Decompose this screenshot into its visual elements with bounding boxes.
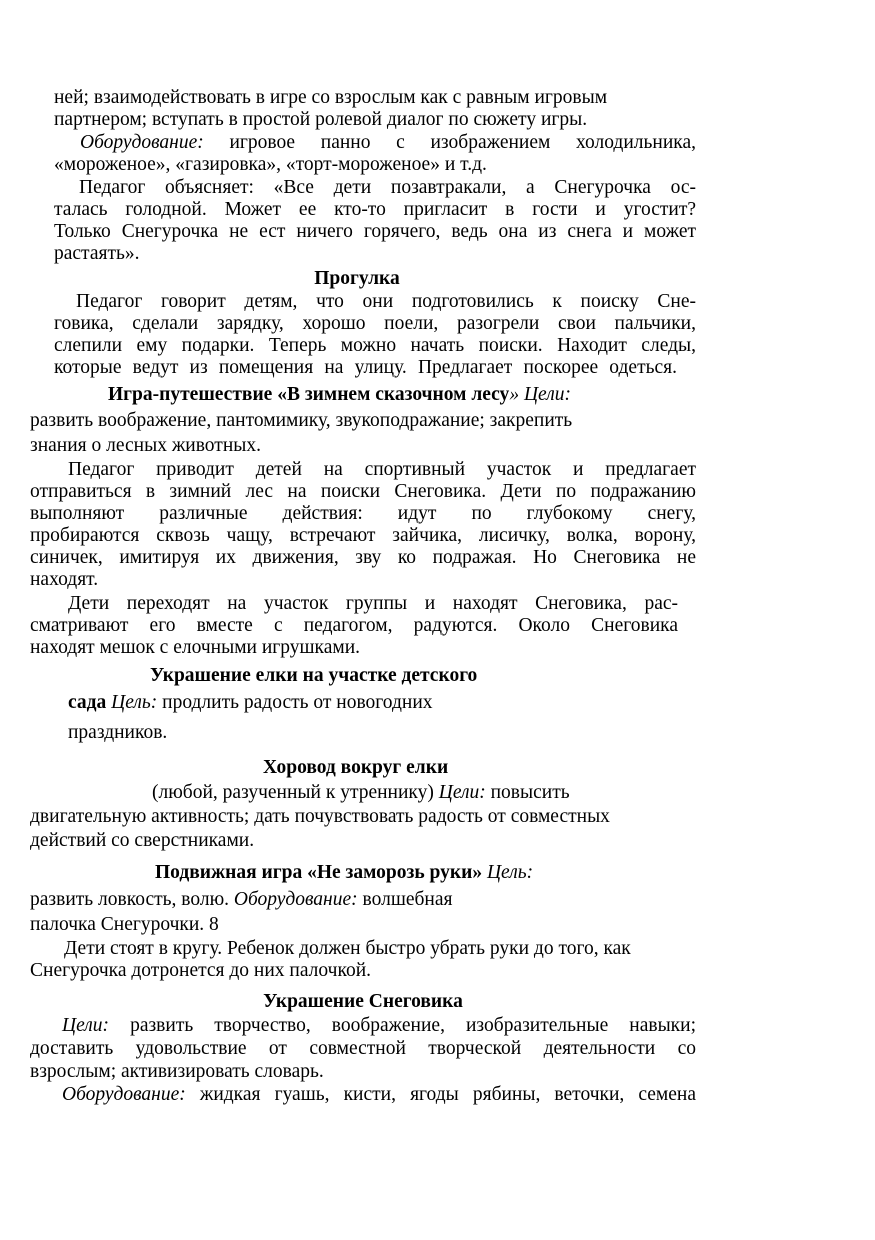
text-line: развить воображение, пантомимику, звукоподражание; закрепить	[30, 410, 573, 431]
section-heading: Хоровод вокруг елки	[263, 757, 449, 778]
section-heading: Подвижная игра «Не заморозь руки» Цель:	[155, 862, 534, 883]
section-heading: Прогулка	[314, 268, 400, 289]
text-line: слепили ему подарки. Теперь можно начать поиски. Находит следы,	[54, 335, 696, 356]
text-line: партнером; вступать в простой ролевой диалог по сюжету игры.	[54, 109, 588, 130]
text-line: праздников.	[68, 722, 168, 743]
text-line: (любой, разученный к утреннику) Цели: повысить	[152, 782, 570, 803]
text-line: Педагог приводит детей на спортивный участок и предлагает	[68, 459, 696, 480]
text-line: пробираются сквозь чащу, встречают зайчика, лисичку, волка, ворону,	[30, 525, 696, 546]
text-line: действий со сверстниками.	[30, 830, 255, 851]
text-line: Дети переходят на участок группы и находят Снеговика, рас-	[68, 593, 678, 614]
text-line: «мороженое», «газировка», «торт-мороженое» и т.д.	[54, 154, 487, 175]
text-line: ней; взаимодействовать в игре со взрослым как с равным игровым	[54, 87, 608, 108]
section-heading: Украшение елки на участке детского	[150, 665, 478, 686]
text-line: отправиться в зимний лес на поиски Снеговика. Дети по подражанию	[30, 481, 696, 502]
section-heading: Украшение Снеговика	[263, 991, 463, 1012]
text-line: находят мешок с елочными игрушками.	[30, 637, 361, 658]
text-line: сада Цель: продлить радость от новогодних	[68, 692, 433, 713]
text-line: синичек, имитируя их движения, зву ко подражая. Но Снеговика не	[30, 547, 696, 568]
text-line: выполняют различные действия: идут по глубокому снегу,	[30, 503, 696, 524]
text-line: доставить удовольствие от совместной творческой деятельности со	[30, 1038, 696, 1059]
text-line: Цели: развить творчество, воображение, изобразительные навыки;	[62, 1015, 697, 1036]
equipment-label: Оборудование:	[62, 1084, 186, 1105]
text-line: талась голодной. Может ее кто-то пригласит в гости и угостит?	[54, 199, 696, 220]
text-line: развить ловкость, волю. Оборудование: волшебная	[30, 889, 453, 910]
text-line: говика, сделали зарядку, хорошо поели, разогрели свои пальчики,	[54, 313, 696, 334]
section-heading: Игра-путешествие «В зимнем сказочном лесу» Цели:	[108, 384, 571, 405]
text-line: Оборудование: жидкая гуашь, кисти, ягоды рябины, веточки, семена	[62, 1084, 697, 1105]
text-line: палочка Снегурочки. 8	[30, 914, 219, 935]
text-line: Только Снегурочка не ест ничего горячего, ведь она из снега и может	[54, 221, 696, 242]
text-line: которые ведут из помещения на улицу. Предлагает поскорее одеться.	[54, 357, 677, 378]
text-line: Педагог объясняет: «Все дети позавтракали, а Снегурочка ос-	[79, 177, 696, 198]
text-line: двигательную активность; дать почувствовать радость от совместных	[30, 806, 610, 827]
text-line: Дети стоят в кругу. Ребенок должен быстро убрать руки до того, как	[64, 938, 631, 959]
text-line: сматривают его вместе с педагогом, радуются. Около Снеговика	[30, 615, 678, 636]
goals-label: Цели:	[62, 1015, 109, 1036]
equipment-label: Оборудование:	[80, 132, 204, 153]
text-line: Оборудование: игровое панно с изображением холодильника,	[80, 132, 696, 153]
text-line: находят.	[30, 569, 99, 590]
text-line: Педагог говорит детям, что они подготовились к поиску Сне-	[76, 291, 696, 312]
text-line: растаять».	[54, 243, 140, 264]
text-line: знания о лесных животных.	[30, 435, 261, 456]
text-line: Снегурочка дотронется до них палочкой.	[30, 960, 372, 981]
text-line: взрослым; активизировать словарь.	[30, 1061, 324, 1082]
